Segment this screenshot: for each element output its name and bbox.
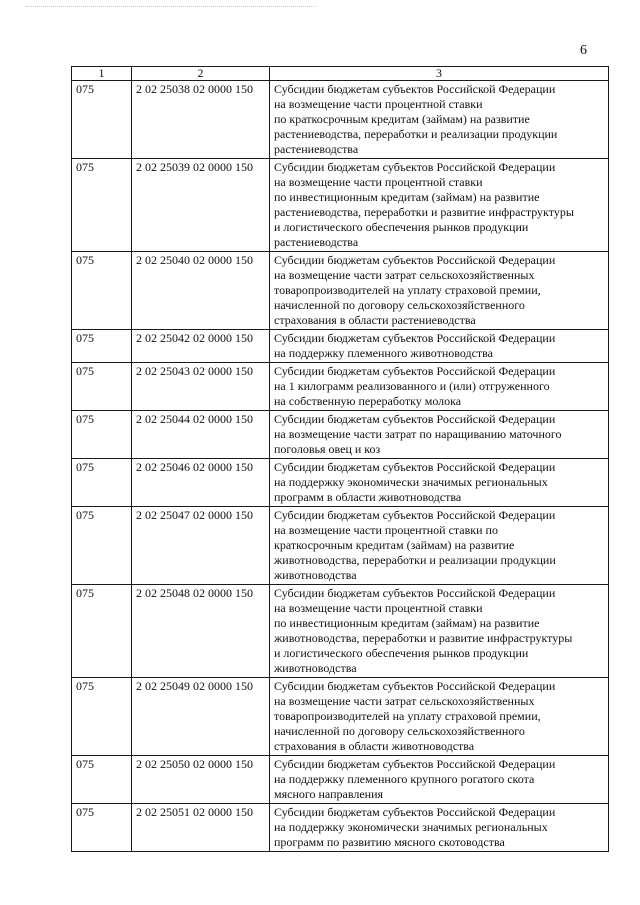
admin-code-cell: 075 xyxy=(72,585,132,678)
description-line: Субсидии бюджетам субъектов Российской Федерации xyxy=(274,364,556,378)
description-line: начисленной по договору сельскохозяйственного xyxy=(274,298,525,312)
header-col-1: 1 xyxy=(72,67,132,81)
admin-code-cell: 075 xyxy=(72,507,132,585)
description-line: и логистического обеспечения рынков продукции xyxy=(274,646,529,660)
description-line: животноводства, переработки и реализации продукции xyxy=(274,553,556,567)
description-line: по инвестиционным кредитам (займам) на развитие xyxy=(274,190,540,204)
description-line: на поддержку экономически значимых региональных xyxy=(274,475,548,489)
description-cell xyxy=(270,678,609,756)
income-code-cell: 2 02 25043 02 0000 150 xyxy=(132,363,270,411)
description-cell xyxy=(270,507,609,585)
description-line: растениеводства xyxy=(274,235,359,249)
admin-code-cell: 075 xyxy=(72,159,132,252)
description-cell xyxy=(270,411,609,459)
description-line: Субсидии бюджетам субъектов Российской Федерации xyxy=(274,508,556,522)
table-header xyxy=(72,67,609,81)
income-code-cell: 2 02 25051 02 0000 150 xyxy=(132,804,270,852)
description-line: по инвестиционным кредитам (займам) на развитие xyxy=(274,616,540,630)
description-line: на возмещение части процентной ставки xyxy=(274,175,483,189)
admin-code-cell: 075 xyxy=(72,81,132,159)
table-row xyxy=(72,459,609,507)
income-code-cell: 2 02 25038 02 0000 150 xyxy=(132,81,270,159)
admin-code-cell: 075 xyxy=(72,411,132,459)
header-row xyxy=(72,67,609,81)
admin-code-cell: 075 xyxy=(72,459,132,507)
description-line: Субсидии бюджетам субъектов Российской Федерации xyxy=(274,412,556,426)
table-row xyxy=(72,252,609,330)
description-line: Субсидии бюджетам субъектов Российской Федерации xyxy=(274,805,556,819)
income-code-cell: 2 02 25048 02 0000 150 xyxy=(132,585,270,678)
table-row xyxy=(72,585,609,678)
description-line: растениеводства, переработки и реализации продукции xyxy=(274,127,558,141)
description-line: животноводства xyxy=(274,568,357,582)
admin-code-cell: 075 xyxy=(72,756,132,804)
income-code-cell: 2 02 25049 02 0000 150 xyxy=(132,678,270,756)
description-line: на собственную переработку молока xyxy=(274,394,462,408)
header-col-2: 2 xyxy=(132,67,270,81)
table-row xyxy=(72,330,609,363)
description-line: животноводства xyxy=(274,661,357,675)
description-line: мясного направления xyxy=(274,787,384,801)
description-line: на 1 килограмм реализованного и (или) отгруженного xyxy=(274,379,550,393)
description-line: страхования в области растениеводства xyxy=(274,313,476,327)
table-row xyxy=(72,411,609,459)
table-row xyxy=(72,363,609,411)
description-line: животноводства, переработки и развитие инфраструктуры xyxy=(274,631,573,645)
budget-codes-table xyxy=(71,66,609,852)
description-line: растениеводства xyxy=(274,142,359,156)
description-line: растениеводства, переработки и развитие инфраструктуры xyxy=(274,205,574,219)
income-code-cell: 2 02 25042 02 0000 150 xyxy=(132,330,270,363)
income-code-cell: 2 02 25040 02 0000 150 xyxy=(132,252,270,330)
description-line: товаропроизводителей на уплату страховой премии, xyxy=(274,283,541,297)
description-line: поголовья овец и коз xyxy=(274,442,381,456)
description-cell xyxy=(270,459,609,507)
description-line: товаропроизводителей на уплату страховой премии, xyxy=(274,709,541,723)
description-cell xyxy=(270,585,609,678)
description-cell xyxy=(270,330,609,363)
description-line: на возмещение части процентной ставки xyxy=(274,601,483,615)
description-line: Субсидии бюджетам субъектов Российской Федерации xyxy=(274,82,556,96)
description-cell xyxy=(270,756,609,804)
table-row xyxy=(72,507,609,585)
description-line: программ по развитию мясного скотоводства xyxy=(274,835,505,849)
description-line: на возмещение части процентной ставки по xyxy=(274,523,498,537)
income-code-cell: 2 02 25050 02 0000 150 xyxy=(132,756,270,804)
description-cell xyxy=(270,159,609,252)
description-line: Субсидии бюджетам субъектов Российской Федерации xyxy=(274,679,556,693)
description-line: Субсидии бюджетам субъектов Российской Федерации xyxy=(274,757,556,771)
admin-code-cell: 075 xyxy=(72,804,132,852)
table-row xyxy=(72,678,609,756)
page-number: 6 xyxy=(580,43,587,58)
admin-code-cell: 075 xyxy=(72,678,132,756)
admin-code-cell: 075 xyxy=(72,330,132,363)
description-line: на возмещение части затрат сельскохозяйственных xyxy=(274,694,535,708)
description-line: программ в области животноводства xyxy=(274,490,462,504)
description-line: и логистического обеспечения рынков продукции xyxy=(274,220,529,234)
description-line: краткосрочным кредитам (займам) на развитие xyxy=(274,538,515,552)
table-row xyxy=(72,159,609,252)
description-line: на поддержку племенного крупного рогатого скота xyxy=(274,772,535,786)
description-cell xyxy=(270,363,609,411)
description-cell xyxy=(270,804,609,852)
description-line: по краткосрочным кредитам (займам) на развитие xyxy=(274,112,530,126)
table-row xyxy=(72,756,609,804)
description-line: Субсидии бюджетам субъектов Российской Федерации xyxy=(274,331,556,345)
description-line: на возмещение части процентной ставки xyxy=(274,97,483,111)
table-row xyxy=(72,804,609,852)
description-line: Субсидии бюджетам субъектов Российской Федерации xyxy=(274,460,556,474)
income-code-cell: 2 02 25047 02 0000 150 xyxy=(132,507,270,585)
description-line: Субсидии бюджетам субъектов Российской Федерации xyxy=(274,253,556,267)
header-col-3: 3 xyxy=(270,67,609,81)
description-cell xyxy=(270,81,609,159)
table-body xyxy=(72,81,609,852)
description-line: Субсидии бюджетам субъектов Российской Федерации xyxy=(274,586,556,600)
description-cell xyxy=(270,252,609,330)
description-line: начисленной по договору сельскохозяйственного xyxy=(274,724,525,738)
admin-code-cell: 075 xyxy=(72,252,132,330)
scan-artifact-line xyxy=(26,6,316,8)
table-row xyxy=(72,81,609,159)
description-line: страхования в области животноводства xyxy=(274,739,475,753)
income-code-cell: 2 02 25044 02 0000 150 xyxy=(132,411,270,459)
description-line: на поддержку племенного животноводства xyxy=(274,346,493,360)
income-code-cell: 2 02 25039 02 0000 150 xyxy=(132,159,270,252)
description-line: на возмещение части затрат по наращиванию маточного xyxy=(274,427,562,441)
admin-code-cell: 075 xyxy=(72,363,132,411)
income-code-cell: 2 02 25046 02 0000 150 xyxy=(132,459,270,507)
description-line: на возмещение части затрат сельскохозяйственных xyxy=(274,268,535,282)
description-line: Субсидии бюджетам субъектов Российской Федерации xyxy=(274,160,556,174)
description-line: на поддержку экономически значимых региональных xyxy=(274,820,548,834)
